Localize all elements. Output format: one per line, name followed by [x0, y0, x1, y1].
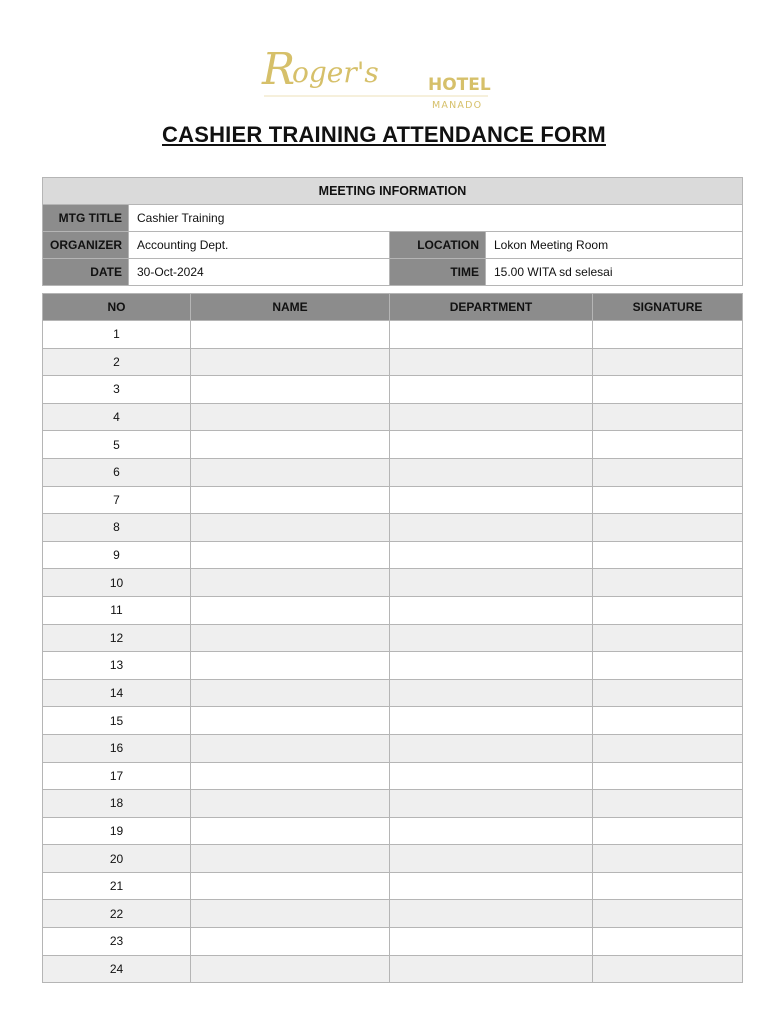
department-cell[interactable]: [390, 403, 593, 431]
row-number: 17: [43, 762, 191, 790]
name-cell[interactable]: [191, 652, 390, 680]
name-cell[interactable]: [191, 321, 390, 349]
row-number: 15: [43, 707, 191, 735]
signature-cell[interactable]: [593, 569, 743, 597]
name-cell[interactable]: [191, 458, 390, 486]
signature-cell[interactable]: [593, 679, 743, 707]
name-cell[interactable]: [191, 679, 390, 707]
organizer-value: Accounting Dept.: [129, 232, 390, 259]
signature-cell[interactable]: [593, 845, 743, 873]
date-label: DATE: [43, 259, 129, 286]
row-number: 18: [43, 790, 191, 818]
department-cell[interactable]: [390, 569, 593, 597]
attendance-row: [43, 624, 743, 652]
name-cell[interactable]: [191, 928, 390, 956]
row-number: 22: [43, 900, 191, 928]
signature-cell[interactable]: [593, 762, 743, 790]
meeting-information-heading: MEETING INFORMATION: [43, 178, 743, 205]
date-value: 30-Oct-2024: [129, 259, 390, 286]
name-cell[interactable]: [191, 569, 390, 597]
mtg-title-value: Cashier Training: [129, 205, 743, 232]
signature-cell[interactable]: [593, 376, 743, 404]
organizer-label: ORGANIZER: [43, 232, 129, 259]
department-cell[interactable]: [390, 762, 593, 790]
department-cell[interactable]: [390, 514, 593, 542]
attendance-row: [43, 790, 743, 818]
department-cell[interactable]: [390, 486, 593, 514]
department-cell[interactable]: [390, 707, 593, 735]
signature-cell[interactable]: [593, 403, 743, 431]
row-number: 19: [43, 817, 191, 845]
row-number: 5: [43, 431, 191, 459]
name-cell[interactable]: [191, 817, 390, 845]
signature-cell[interactable]: [593, 900, 743, 928]
attendance-row: [43, 376, 743, 404]
department-cell[interactable]: [390, 348, 593, 376]
department-cell[interactable]: [390, 541, 593, 569]
row-number: 2: [43, 348, 191, 376]
department-cell[interactable]: [390, 431, 593, 459]
svg-text:oger's: oger's: [292, 56, 379, 89]
department-cell[interactable]: [390, 376, 593, 404]
department-cell[interactable]: [390, 596, 593, 624]
attendance-row: [43, 652, 743, 680]
row-number: 7: [43, 486, 191, 514]
attendance-row: [43, 928, 743, 956]
name-cell[interactable]: [191, 486, 390, 514]
svg-text:MANADO: MANADO: [432, 100, 483, 111]
attendance-row: [43, 321, 743, 349]
attendance-row: [43, 679, 743, 707]
row-number: 16: [43, 734, 191, 762]
column-header-signature: SIGNATURE: [593, 294, 743, 321]
name-cell[interactable]: [191, 376, 390, 404]
row-number: 3: [43, 376, 191, 404]
signature-cell[interactable]: [593, 652, 743, 680]
attendance-row: [43, 707, 743, 735]
name-cell[interactable]: [191, 900, 390, 928]
attendance-row: [43, 900, 743, 928]
mtg-title-label: MTG TITLE: [43, 205, 129, 232]
attendance-row: [43, 872, 743, 900]
department-cell[interactable]: [390, 679, 593, 707]
department-cell[interactable]: [390, 652, 593, 680]
row-number: 8: [43, 514, 191, 542]
attendance-row: [43, 817, 743, 845]
row-number: 23: [43, 928, 191, 956]
department-cell[interactable]: [390, 900, 593, 928]
department-cell[interactable]: [390, 790, 593, 818]
name-cell[interactable]: [191, 624, 390, 652]
attendance-row: [43, 762, 743, 790]
department-cell[interactable]: [390, 928, 593, 956]
name-cell[interactable]: [191, 707, 390, 735]
signature-cell[interactable]: [593, 486, 743, 514]
department-cell[interactable]: [390, 817, 593, 845]
attendance-row: [43, 596, 743, 624]
location-value: Lokon Meeting Room: [486, 232, 743, 259]
attendance-row: [43, 845, 743, 873]
attendance-row: [43, 734, 743, 762]
attendance-row: [43, 458, 743, 486]
form-title: CASHIER TRAINING ATTENDANCE FORM: [162, 122, 606, 147]
name-cell[interactable]: [191, 845, 390, 873]
row-number: 12: [43, 624, 191, 652]
attendance-header-row: [43, 294, 743, 321]
svg-text:HOTEL: HOTEL: [428, 75, 491, 95]
department-cell[interactable]: [390, 458, 593, 486]
signature-cell[interactable]: [593, 707, 743, 735]
attendance-table: [42, 293, 743, 983]
name-cell[interactable]: [191, 762, 390, 790]
signature-cell[interactable]: [593, 458, 743, 486]
signature-cell[interactable]: [593, 514, 743, 542]
time-value: 15.00 WITA sd selesai: [486, 259, 743, 286]
name-cell[interactable]: [191, 514, 390, 542]
row-number: 1: [43, 321, 191, 349]
signature-cell[interactable]: [593, 790, 743, 818]
name-cell[interactable]: [191, 734, 390, 762]
location-label: LOCATION: [390, 232, 486, 259]
hotel-logo: [260, 40, 500, 112]
signature-cell[interactable]: [593, 817, 743, 845]
column-header-name: NAME: [191, 294, 390, 321]
row-number: 11: [43, 596, 191, 624]
meeting-information-table: [42, 177, 743, 286]
row-number: 13: [43, 652, 191, 680]
signature-cell[interactable]: [593, 955, 743, 983]
signature-cell[interactable]: [593, 431, 743, 459]
name-cell[interactable]: [191, 431, 390, 459]
department-cell[interactable]: [390, 321, 593, 349]
row-number: 20: [43, 845, 191, 873]
column-header-department: DEPARTMENT: [390, 294, 593, 321]
attendance-row: [43, 431, 743, 459]
name-cell[interactable]: [191, 348, 390, 376]
time-label: TIME: [390, 259, 486, 286]
row-number: 4: [43, 403, 191, 431]
name-cell[interactable]: [191, 541, 390, 569]
department-cell[interactable]: [390, 734, 593, 762]
row-number: 10: [43, 569, 191, 597]
signature-cell[interactable]: [593, 928, 743, 956]
row-number: 21: [43, 872, 191, 900]
row-number: 9: [43, 541, 191, 569]
signature-cell[interactable]: [593, 348, 743, 376]
name-cell[interactable]: [191, 790, 390, 818]
attendance-row: [43, 486, 743, 514]
svg-text:R: R: [262, 44, 296, 95]
row-number: 24: [43, 955, 191, 983]
attendance-row: [43, 541, 743, 569]
attendance-row: [43, 348, 743, 376]
department-cell[interactable]: [390, 845, 593, 873]
signature-cell[interactable]: [593, 872, 743, 900]
signature-cell[interactable]: [593, 541, 743, 569]
row-number: 6: [43, 458, 191, 486]
signature-cell[interactable]: [593, 596, 743, 624]
department-cell[interactable]: [390, 624, 593, 652]
signature-cell[interactable]: [593, 734, 743, 762]
row-number: 14: [43, 679, 191, 707]
hotel-logo-graphic: [260, 40, 500, 112]
signature-cell[interactable]: [593, 321, 743, 349]
department-cell[interactable]: [390, 872, 593, 900]
name-cell[interactable]: [191, 596, 390, 624]
signature-cell[interactable]: [593, 624, 743, 652]
name-cell[interactable]: [191, 403, 390, 431]
name-cell[interactable]: [191, 872, 390, 900]
department-cell[interactable]: [390, 955, 593, 983]
attendance-row: [43, 403, 743, 431]
name-cell[interactable]: [191, 955, 390, 983]
column-header-no: NO: [43, 294, 191, 321]
attendance-row: [43, 569, 743, 597]
attendance-row: [43, 514, 743, 542]
attendance-row: [43, 955, 743, 983]
